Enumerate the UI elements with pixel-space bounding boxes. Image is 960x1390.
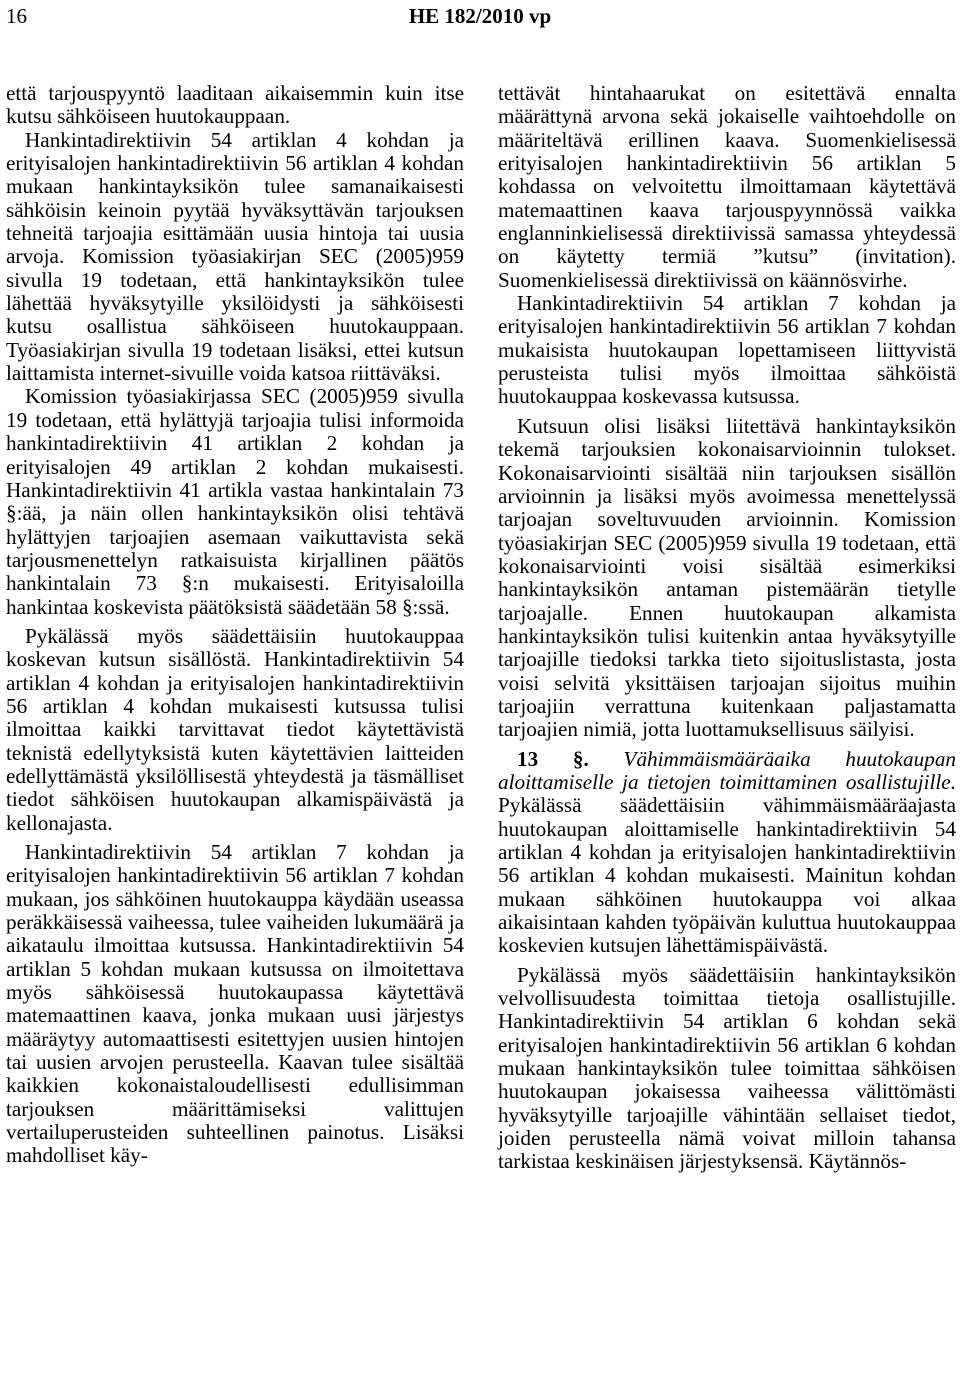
paragraph: Pykälässä myös säädettäisiin hankintayksikön velvollisuudesta toimittaa tietoja osallistujille. Hankintadirektiivin 54 artiklan 6 kohdan sekä erityisalojen hankintadirektiivin 56 artiklan 6 kohdan mukaan hankintayksikön tulee toimittaa sähköisen huutokaupan jokaisessa vaiheessa välittömästi hyväksytyille tarjoajille vähintään sellaiset tiedot, joiden perusteella nämä voivat milloin tahansa tarkistaa keskinäisen järjestyksensä. Käytännös-: [498, 962, 956, 1174]
paragraph: tettävät hintahaarukat on esitettävä ennalta määrättynä arvona sekä jokaiselle vaihtoehdolle on määriteltävä erillinen kaava. Suomenkielisessä erityisalojen hankintadirektiivin 56 artiklan 5 kohdassa on velvoitettu ilmoittamaan käytettävä matemaattinen kaava tarjouspyynnössä vaikka englanninkielisessä direktiivissä samassa yhteydessä on käytetty termiä ”kutsu” (invitation). Suomenkielisessä direktiivissä on käännösvirhe.: [498, 81, 956, 292]
paragraph: Hankintadirektiivin 54 artiklan 7 kohdan ja erityisalojen hankintadirektiivin 56 artiklan 7 kohdan mukaisista huutokaupan lopettamiseen liittyvistä perusteista tulisi myös ilmoittaa sähköistä huutokauppaa koskevassa kutsussa.: [498, 291, 956, 409]
left-column: [6, 82, 464, 1168]
section-paragraph: [498, 748, 956, 958]
section-number: 13 §.: [517, 746, 589, 771]
paragraph: Kutsuun olisi lisäksi liitettävä hankintayksikön tekemä tarjouksien kokonaisarvioinnin tulokset. Kokonaisarviointi sisältää niin tarjouksen sisällön arvioinnin ja lisäksi myös avoimessa menettelyssä tarjoajan soveltuvuuden arvioinnin. Komission työasiakirjan SEC (2005)959 sivulla 19 todetaan, että kokonaisarviointi voisi sisältää esimerkiksi hankintayksikön antaman pistemäärän tietylle tarjoajalle. Ennen huutokaupan alkamista hankintayksikön tulisi kuitenkin antaa hyväksytyille tarjoajille tiedoksi tarkka tieto sijoituslistasta, josta voisi selvitä yksittäisen tarjoajan sijoitus muihin tarjoajiin verrattuna kuitenkaan paljastamatta tarjoajien nimiä, jotta luottamuksellisuus säilyisi.: [498, 413, 956, 742]
paragraph: Hankintadirektiivin 54 artiklan 7 kohdan ja erityisalojen hankintadirektiivin 56 artiklan 7 kohdan mukaan, jos sähköinen huutokauppa käydään useassa peräkkäisessä vaiheessa, tulee vaiheiden lukumäärä ja aikataulu ilmoittaa kutsussa. Hankintadirektiivin 54 artiklan 5 kohdan mukaan kutsussa on ilmoitettava myös sähköisessä huutokaupassa käytettävä matemaattinen kaava, jonka mukaan uusi järjestys määräytyy automaattisesti esitettyjen uusien hintojen tai uusien arvojen perusteella. Kaavan tulee sisältää kaikkien kokonaistaloudellisesti edullisimman tarjouksen määrittämiseksi valittujen vertailuperusteiden suhteellinen painotus. Lisäksi mahdolliset käy-: [6, 840, 464, 1168]
section-heading: Vähimmäismääräaika huutokaupan aloittamiselle ja tietojen toimittaminen osallistujille.: [498, 746, 957, 794]
page-header: [6, 4, 954, 34]
paragraph: Pykälässä myös säädettäisiin huutokauppaa koskevan kutsun sisällöstä. Hankintadirektiivin 54 artiklan 4 kohdan ja erityisalojen hankintadirektiivin 56 artiklan 4 kohdan mukaisesti kutsussa tulisi ilmoittaa kaikki tarvittavat tiedot käytettävistä teknistä edellytyksistä kuten käytettävien laitteiden edellyttämästä yksilöllisestä yhteydestä ja täsmälliset tiedot sähköisen huutokaupan alkamispäivästä ja kellonajasta.: [6, 623, 464, 835]
page-number: 16: [6, 4, 27, 28]
paragraph: Hankintadirektiivin 54 artiklan 4 kohdan ja erityisalojen hankintadirektiivin 56 artiklan 4 kohdan mukaan hankintayksikön tulee samanaikaisesti sähköisin keinoin pyytää hyväksyttävän tarjouksen tehneitä tarjoajia esittämään uusia hintoja tai uusia arvoja. Komission työasiakirjan SEC (2005)959 sivulla 19 todetaan, että hankintayksikön tulee lähettää hyväksytyille yksilöidysti ja sähköisesti kutsu osallistua sähköiseen huutokauppaan. Työasiakirjan sivulla 19 todetaan lisäksi, ettei kutsun laittamista internet-sivuille voida katsoa riittäväksi.: [6, 127, 464, 386]
right-column: [498, 82, 956, 1174]
document-id: HE 182/2010 vp: [408, 4, 552, 28]
section-text: Pykälässä säädettäisiin vähimmäismääräajasta huutokaupan aloittamiselle hankintadirektiivin 54 artiklan 4 kohdan ja erityisalojen hankintadirektiivin 56 artiklan 4 kohdan mukaisesti. Mainitun kohdan mukaan sähköinen huutokauppa voi alkaa aikaisintaan kahden työpäivän kuluttua huutokauppaa koskevien kutsujen lähettämispäivästä.: [498, 793, 956, 958]
paragraph: että tarjouspyyntö laaditaan aikaisemmin kuin itse kutsu sähköiseen huutokauppaan.: [6, 81, 464, 129]
paragraph: Komission työasiakirjassa SEC (2005)959 sivulla 19 todetaan, että hylättyjä tarjoajia tulisi informoida hankintadirektiivin 41 artiklan 2 kohdan ja erityisalojen 49 artiklan 2 kohdan mukaisesti. Hankintadirektiivin 41 artikla vastaa hankintalain 73 §:ää, ja näin ollen hankintayksikön olisi tehtävä hylättyjen tarjoajien asemaan vaikuttavista sekä tarjousmenettelyn ratkaisuista kirjallinen päätös hankintalain 73 §:n mukaisesti. Erityisaloilla hankintaa koskevista päätöksistä säädetään 58 §:ssä.: [6, 384, 464, 619]
